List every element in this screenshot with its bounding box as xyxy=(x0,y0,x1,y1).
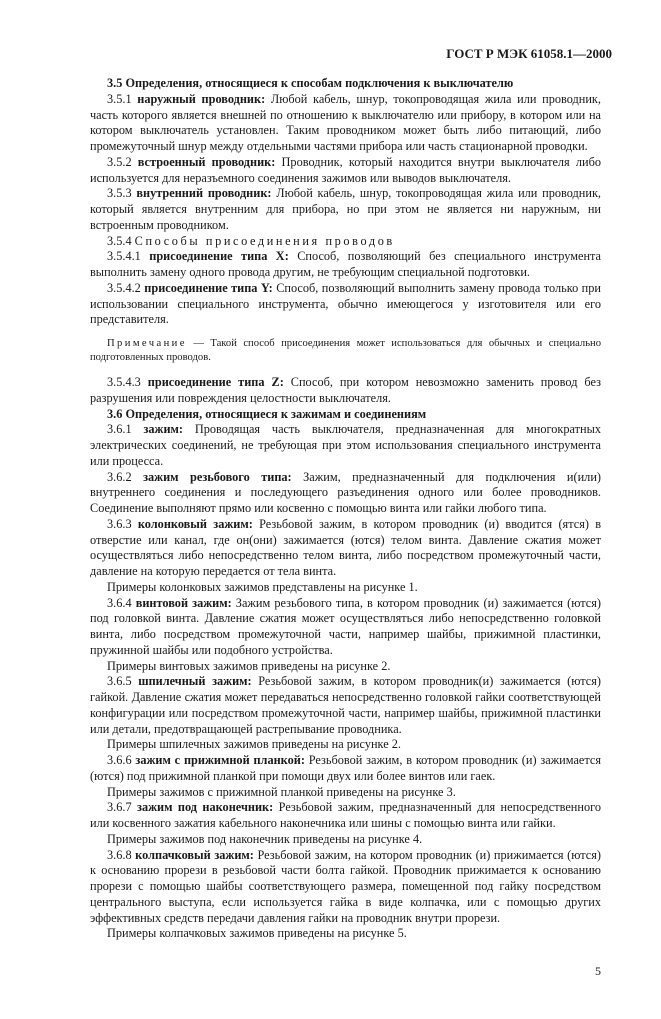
definition-3-6-6 xyxy=(90,753,601,785)
definition-3-5-1 xyxy=(90,92,601,155)
definition-text: Способ, при котором невозможно заменить провод без разрушения или повреждения целостности выключателя. xyxy=(90,375,601,405)
clause-number: 3.6.1 xyxy=(107,422,144,437)
term: наружный проводник: xyxy=(137,91,266,106)
example-reference: Примеры винтовых зажимов приведены на рисунке 2. xyxy=(107,658,391,673)
clause-number: 3.6.6 xyxy=(107,753,136,767)
definition-3-6-8 xyxy=(90,848,601,927)
definition-text: Любой кабель, шнур, токопроводящая жила или проводник, который является внутренним для прибора, но при этом не является ни наружным, ни встроенным проводником. xyxy=(90,186,601,232)
term: винтовой зажим: xyxy=(135,595,232,610)
definition-3-5-2 xyxy=(90,155,601,187)
definition-3-6-2 xyxy=(90,470,601,517)
definition-3-6-3 xyxy=(90,517,601,580)
definition-text: Любой кабель, шнур, токопроводящая жила или проводник, часть которого является внешней по отношению к выключателю или прибору, в котором или на котором выключатель установлен. Таким проводником может быть либо питающий, либо промежуточный шнур между отдельными частями прибора или часть стационарной проводки. xyxy=(90,91,601,153)
clause-number: 3.6.2 xyxy=(107,469,144,484)
definition-text: Зажим резьбового типа, в котором проводник (и) зажимается (ются) под головкой винта. Давление сжатия может осуществляться либо непосредственно головкой винта, либо посредством промежуточной части, например шайбы, прижимной пластинки, пружинной шайбы или подобного устройства. xyxy=(90,595,601,657)
page-number: 5 xyxy=(595,964,601,978)
note-text: — Такой способ присоединения может использоваться для обычных и специально подготовленных проводов. xyxy=(90,338,601,363)
definition-text: Резьбовой зажим, предназначенный для непосредственного или косвенного зажатия кабельного наконечника или шины с помощью винта или гайки. xyxy=(90,800,602,830)
clause-number: 3.6.4 xyxy=(107,595,136,610)
term: зажим: xyxy=(143,422,184,437)
definition-text: Способ, позволяющий без специального инструмента выполнить замену одного провода другим, не требующим специальной подготовки. xyxy=(90,249,602,279)
document-body xyxy=(90,76,601,942)
definition-text: Зажим, предназначенный для подключения и(или) внутреннего соединения и последующего разъединения одного или более проводников. Соединение выполняют прямо или косвенно с помощью винта или гайки любого типа. xyxy=(90,469,601,515)
definition-3-6-4 xyxy=(90,596,601,659)
definition-3-5-4-2 xyxy=(90,281,601,328)
section-heading-3-6: 3.6 Определения, относящиеся к зажимам и соединениям xyxy=(107,406,427,421)
term: шпилечный зажим: xyxy=(138,674,252,689)
clause-number: 3.5.3 xyxy=(107,186,137,201)
term: присоединение типа X: xyxy=(149,249,289,264)
definition-3-5-3 xyxy=(90,186,601,233)
note xyxy=(90,337,601,365)
clause-number: 3.6.8 xyxy=(107,847,136,862)
term: присоединение типа Z: xyxy=(147,375,284,389)
definition-text: Резьбовой зажим, на котором проводник (и) прижимается (ются) к основанию прорези в резьбовой части болта гайкой. Проводник прижимается к основанию прорези с помощью шайбы соответствующего размера, помещенной под гайку посредством центрального выступа, если используется гайка в виде колпачка, или с помощью других эффективных средств передачи давления гайки на проводник внутри прорези. xyxy=(90,847,601,925)
definition-text: Резьбовой зажим, в котором проводник (и) вводится (ятся) в отверстие или канал, где он(они) зажимается (ются) телом винта. Давление сжатия может осуществляться либо непосредственно телом винта, либо посредством промежуточный части, давление на которую передается от тела винта. xyxy=(90,516,602,578)
definition-text: Проводящая часть выключателя, предназначенная для многократных электрических соединений, не требующая при этом использования специального инструмента или процесса. xyxy=(90,422,602,468)
clause-number: 3.5.4.1 xyxy=(107,249,150,264)
term: колпачковый зажим: xyxy=(135,847,254,862)
definition-3-5-4-1 xyxy=(90,249,601,281)
definition-text: Проводник, который находится внутри выключателя либо используется для неразъемного соединения зажимов или выводов выключателя. xyxy=(90,154,601,185)
definition-text: Резьбовой зажим, в котором проводник (и) зажимается (ются) под прижимной планкой при помощи двух или более винтов или гаек. xyxy=(90,753,601,783)
term: встроенный проводник: xyxy=(137,154,276,169)
definition-text: Способ, позволяющий выполнить замену провода только при использовании специального инструмента, обычно имеющегося у изготовителя или его представителя. xyxy=(90,280,601,327)
clause-number: 3.5.4.3 xyxy=(107,375,148,389)
clause-number: 3.6.5 xyxy=(107,674,139,689)
document-header: ГОСТ Р МЭК 61058.1—2000 xyxy=(446,46,612,61)
term: зажим с прижимной планкой: xyxy=(135,753,305,767)
clause-number: 3.5.2 xyxy=(107,154,138,169)
example-reference: Примеры зажимов под наконечник приведены на рисунке 4. xyxy=(107,831,423,846)
subsection-3-5-4 xyxy=(90,234,601,250)
clause-number: 3.5.4 xyxy=(107,233,135,248)
term: колонковый зажим: xyxy=(137,516,253,531)
term: зажим под наконечник: xyxy=(137,800,274,815)
example-reference: Примеры колонковых зажимов представлены на рисунке 1. xyxy=(107,579,418,594)
definition-3-6-5 xyxy=(90,674,601,737)
note-label: Примечание xyxy=(107,338,187,349)
clause-number: 3.5.1 xyxy=(107,91,138,106)
term: присоединение типа Y: xyxy=(144,280,273,295)
example-reference: Примеры зажимов с прижимной планкой приведены на рисунке 3. xyxy=(107,784,456,799)
clause-number: 3.6.7 xyxy=(107,800,138,815)
definition-3-6-1 xyxy=(90,422,601,469)
clause-number: 3.5.4.2 xyxy=(107,280,145,295)
example-reference: Примеры шпилечных зажимов приведены на рисунке 2. xyxy=(107,737,401,752)
section-heading-3-5: 3.5 Определения, относящиеся к способам подключения к выключателю xyxy=(107,76,514,90)
definition-text: Резьбовой зажим, в котором проводник(и) зажимается (ются) гайкой. Давление сжатия может передаваться непосредственно головкой гайки соответствующей конфигурации или посредством промежуточной части, например шайбы, прижимной пластинки или детали, предотвращающей растрепывание проводника. xyxy=(90,674,602,736)
subsection-title: Способы присоединения проводов xyxy=(134,233,395,248)
example-reference: Примеры колпачковых зажимов приведены на рисунке 5. xyxy=(107,926,407,941)
definition-3-6-7 xyxy=(90,800,601,832)
clause-number: 3.6.3 xyxy=(107,516,138,531)
definition-3-5-4-3 xyxy=(90,375,601,407)
term: зажим резьбового типа: xyxy=(143,469,292,484)
term: внутренний проводник: xyxy=(136,186,272,201)
